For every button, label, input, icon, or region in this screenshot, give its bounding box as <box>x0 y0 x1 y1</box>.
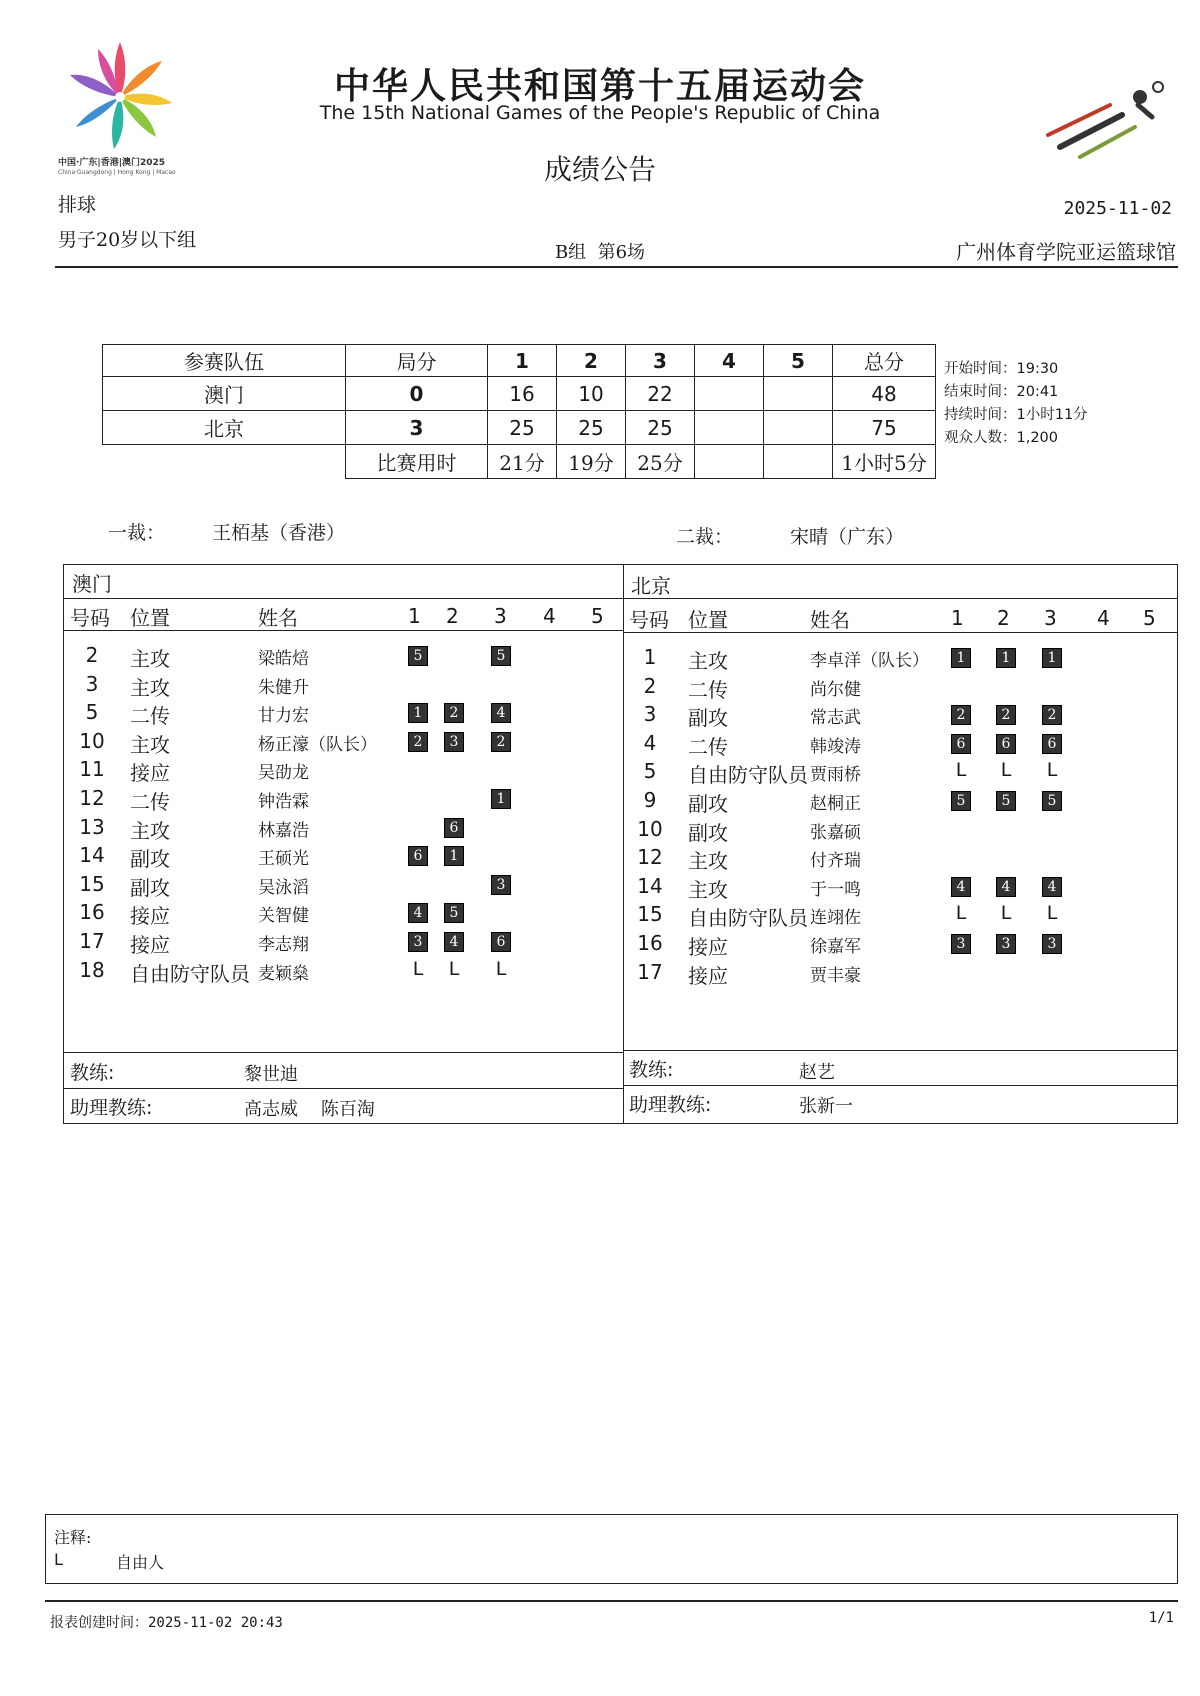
games-logo <box>58 35 198 185</box>
team-a-assistant-label: 助理教练: <box>70 1097 153 1119</box>
team-a-player-number: 10 <box>79 728 105 753</box>
team-a-libero-mark: L <box>412 957 424 980</box>
title-english: The 15th National Games of the People's Republic of China <box>319 102 881 124</box>
team-b-player-name: 于一鸣 <box>810 879 861 900</box>
team-b-starting-position-badge: 4 <box>951 877 971 897</box>
team-b-player-name: 尚尔健 <box>810 679 861 700</box>
notes-box <box>45 1514 1178 1584</box>
team-a-starting-position-badge: 2 <box>444 703 464 723</box>
results-notice-title: 成绩公告 <box>543 153 656 186</box>
team-a-head-num: 号码 <box>70 606 110 630</box>
team-b-player-position: 主攻 <box>688 877 728 902</box>
first-referee-label: 一裁： <box>108 522 166 544</box>
team-a-starting-position-badge: 1 <box>408 703 428 723</box>
header-divider <box>55 266 1178 268</box>
team-a-starting-position-badge: 5 <box>408 646 428 666</box>
team-b-coach-rule <box>623 1050 1178 1051</box>
team-b-player-position: 副攻 <box>688 706 728 731</box>
team-a-player-position: 二传 <box>130 704 170 729</box>
team-a-player-name: 朱健升 <box>258 677 309 698</box>
team-b-libero-mark: L <box>1046 759 1058 782</box>
team-b-starting-position-badge: 5 <box>1042 791 1062 811</box>
time-total: 1小时5分 <box>833 445 936 479</box>
team-a-starting-position-badge: 4 <box>408 903 428 923</box>
header-set-1: 1 <box>488 345 557 377</box>
team-a-starting-position-badge: 3 <box>444 732 464 752</box>
team-b-libero-mark: L <box>955 759 967 782</box>
score-row-team-b <box>103 411 936 445</box>
team-a-head-s4: 4 <box>543 604 556 628</box>
match-info <box>944 358 1088 450</box>
team-b-player-number: 12 <box>637 845 663 870</box>
team-b-player-number: 16 <box>637 931 663 955</box>
team-a-coach-label: 教练: <box>70 1062 115 1084</box>
team-b-libero-mark: L <box>1000 902 1012 925</box>
team-a-starting-position-badge: 4 <box>444 932 464 952</box>
attendance: 观众人数：1,200 <box>944 430 1059 446</box>
team-b-starting-position-badge: 5 <box>951 791 971 811</box>
team-a-assistant-rule <box>63 1088 623 1089</box>
team-a-head-s2: 2 <box>446 604 459 628</box>
team-b-head-rule <box>623 632 1178 633</box>
team-b-set-5 <box>764 411 833 445</box>
team-a-player-number: 17 <box>79 929 105 953</box>
logo-caption: 中国·广东|香港|澳门2025 <box>58 158 166 168</box>
team-b-player-name: 李卓洋（队长） <box>810 651 929 671</box>
team-b-assistant-label: 助理教练: <box>629 1094 712 1116</box>
title-chinese: 中华人民共和国第十五届运动会 <box>333 66 866 107</box>
team-a-starting-position-badge: 6 <box>408 846 428 866</box>
team-a-player-name: 钟浩霖 <box>258 792 309 812</box>
team-a-player-position: 二传 <box>130 790 170 814</box>
team-a-libero-mark: L <box>448 957 460 980</box>
team-a-player-name: 关智健 <box>258 906 309 927</box>
team-a-player-number: 18 <box>79 957 105 982</box>
team-b-sets: 3 <box>346 411 488 445</box>
report-created-time: 报表创建时间：2025-11-02 20:43 <box>50 1615 283 1631</box>
team-a-player-name: 吴劭龙 <box>258 763 309 784</box>
team-b-player-number: 15 <box>637 902 663 927</box>
team-b-player-name: 付齐瑞 <box>810 851 861 872</box>
team-b-coach-name: 赵艺 <box>799 1062 835 1083</box>
team-b-set-2: 25 <box>557 411 626 445</box>
team-b-player-number: 10 <box>637 816 663 841</box>
team-a-starting-position-badge: 5 <box>491 646 511 666</box>
team-a-head-s3: 3 <box>494 604 507 628</box>
end-time: 结束时间：20:41 <box>944 384 1059 400</box>
team-b-head-s2: 2 <box>997 606 1010 630</box>
team-b-player-name: 贾丰豪 <box>810 965 861 986</box>
team-a-starting-position-badge: 6 <box>491 932 511 952</box>
team-b-coach-label: 教练: <box>629 1059 674 1081</box>
team-b-player-position: 二传 <box>688 677 728 702</box>
venue: 广州体育学院亚运篮球馆 <box>956 240 1176 264</box>
team-a-player-name: 林嘉浩 <box>258 820 309 841</box>
team-a-head-pos: 位置 <box>130 606 170 630</box>
team-b-head-pos: 位置 <box>688 608 728 632</box>
team-b-set-1: 25 <box>488 411 557 445</box>
team-b-starting-position-badge: 3 <box>996 934 1016 954</box>
team-a-player-number: 2 <box>85 643 99 667</box>
team-a-player-number: 11 <box>79 757 105 782</box>
team-a-starting-position-badge: 2 <box>408 732 428 752</box>
team-b-roster-title: 北京 <box>631 574 671 598</box>
team-b-set-4 <box>695 411 764 445</box>
team-a-starting-position-badge: 3 <box>408 932 428 952</box>
header-sets: 局分 <box>346 345 488 377</box>
team-a-starting-position-badge: 1 <box>491 789 511 809</box>
team-b-starting-position-badge: 3 <box>951 934 971 954</box>
team-b-set-3: 25 <box>626 411 695 445</box>
team-b-player-name: 徐嘉军 <box>810 937 861 957</box>
team-b-starting-position-badge: 6 <box>951 734 971 754</box>
team-b-starting-position-badge: 2 <box>1042 705 1062 725</box>
second-referee-label: 二裁： <box>676 526 734 548</box>
first-referee-name: 王栢基（香港） <box>212 522 346 544</box>
team-a-player-position: 接应 <box>130 761 170 786</box>
team-a-player-position: 主攻 <box>130 647 170 671</box>
team-a-player-name: 麦颖燊 <box>258 963 309 984</box>
team-a-player-position: 副攻 <box>130 847 170 872</box>
footer-divider <box>45 1600 1178 1602</box>
team-b-player-number: 1 <box>643 645 657 669</box>
header-total: 总分 <box>833 345 936 377</box>
duration: 持续时间：1小时11分 <box>944 407 1088 423</box>
team-a-player-name: 甘力宏 <box>258 706 309 727</box>
header-set-4: 4 <box>695 345 764 377</box>
team-a-player-name: 吴泳滔 <box>258 877 309 898</box>
team-b-head-s1: 1 <box>951 606 964 630</box>
team-a-head-s5: 5 <box>591 604 604 628</box>
team-a-libero-mark: L <box>495 957 507 980</box>
team-b-libero-mark: L <box>1046 902 1058 925</box>
start-time: 开始时间：19:30 <box>944 361 1059 377</box>
team-b-starting-position-badge: 4 <box>996 877 1016 897</box>
match-time-label: 比赛用时 <box>346 445 488 479</box>
team-b-player-position: 副攻 <box>688 820 728 845</box>
team-a-player-name: 梁皓焙 <box>258 649 309 669</box>
team-a-player-name: 王硕光 <box>258 849 309 870</box>
team-a-title-rule <box>63 598 623 599</box>
team-b-starting-position-badge: 6 <box>996 734 1016 754</box>
team-b-starting-position-badge: 2 <box>996 705 1016 725</box>
volleyball-player-icon <box>1040 75 1170 165</box>
team-a-set-4 <box>695 377 764 411</box>
team-b-starting-position-badge: 3 <box>1042 934 1062 954</box>
team-b-starting-position-badge: 2 <box>951 705 971 725</box>
team-a-set-5 <box>764 377 833 411</box>
time-set-1: 21分 <box>488 445 557 479</box>
team-a-assistant-names: 高志威 陈百淘 <box>244 1099 375 1120</box>
team-b-assistant-names: 张新一 <box>799 1096 853 1117</box>
team-b-player-name: 常志武 <box>810 708 861 729</box>
score-header-row <box>103 345 936 377</box>
team-b-head-s5: 5 <box>1143 606 1156 630</box>
team-b-player-position: 自由防守队员 <box>688 763 808 788</box>
team-b-libero-mark: L <box>955 902 967 925</box>
notes-code: L <box>54 1550 63 1569</box>
team-a-total: 48 <box>833 377 936 411</box>
team-a-coach-name: 黎世迪 <box>244 1064 298 1085</box>
team-b-player-position: 副攻 <box>688 792 728 816</box>
team-a-roster-title: 澳门 <box>72 572 112 596</box>
page-number: 1/1 <box>1148 1610 1174 1626</box>
time-set-5 <box>764 445 833 479</box>
team-a-starting-position-badge: 2 <box>491 732 511 752</box>
team-a-sets: 0 <box>346 377 488 411</box>
team-b-head-s4: 4 <box>1097 606 1110 630</box>
sport-name: 排球 <box>58 194 97 216</box>
team-a-head-s1: 1 <box>408 604 421 628</box>
score-table <box>102 344 936 479</box>
team-b-starting-position-badge: 1 <box>996 648 1016 668</box>
team-a-name: 澳门 <box>103 377 346 411</box>
team-a-set-2: 10 <box>557 377 626 411</box>
header-set-2: 2 <box>557 345 626 377</box>
time-set-4 <box>695 445 764 479</box>
team-b-player-name: 连翊佐 <box>810 908 861 929</box>
team-b-player-name: 张嘉硕 <box>810 822 861 843</box>
rosters-divider <box>623 564 624 1124</box>
logo-subcaption: China·Guangdong | Hong Kong | Macao <box>58 169 176 176</box>
team-b-starting-position-badge: 1 <box>951 648 971 668</box>
second-referee-name: 宋晴（广东） <box>790 526 905 548</box>
team-b-player-number: 5 <box>643 759 657 784</box>
volleyball-pictogram <box>1040 75 1170 165</box>
team-a-starting-position-badge: 1 <box>444 846 464 866</box>
team-b-player-number: 4 <box>643 730 657 755</box>
header-set-3: 3 <box>626 345 695 377</box>
age-group: 男子20岁以下组 <box>58 229 197 251</box>
team-b-head-num: 号码 <box>629 608 669 632</box>
team-a-player-name: 杨正濠（队长） <box>258 734 377 755</box>
team-a-set-1: 16 <box>488 377 557 411</box>
team-b-player-number: 2 <box>643 673 657 698</box>
team-a-starting-position-badge: 3 <box>491 875 511 895</box>
team-b-player-number: 3 <box>643 702 657 727</box>
team-a-set-3: 22 <box>626 377 695 411</box>
team-a-player-position: 接应 <box>130 904 170 929</box>
team-b-head-s3: 3 <box>1044 606 1057 630</box>
team-a-player-position: 接应 <box>130 933 170 957</box>
team-a-starting-position-badge: 5 <box>444 903 464 923</box>
team-a-player-number: 14 <box>79 843 105 868</box>
team-b-player-name: 赵桐正 <box>810 794 861 814</box>
team-b-name: 北京 <box>103 411 346 445</box>
team-a-player-number: 5 <box>85 700 99 725</box>
match-date: 2025-11-02 <box>1063 198 1172 219</box>
team-b-starting-position-badge: 6 <box>1042 734 1062 754</box>
team-b-player-position: 主攻 <box>688 649 728 673</box>
team-b-player-number: 14 <box>637 873 663 898</box>
match-number: B组 第6场 <box>554 242 646 263</box>
team-a-coach-rule <box>63 1052 623 1053</box>
team-b-head-name: 姓名 <box>810 608 850 632</box>
team-a-player-name: 李志翔 <box>258 935 309 955</box>
team-b-player-position: 接应 <box>688 935 728 959</box>
team-a-player-number: 12 <box>79 786 105 810</box>
time-set-3: 25分 <box>626 445 695 479</box>
team-b-starting-position-badge: 5 <box>996 791 1016 811</box>
header-team: 参赛队伍 <box>103 345 346 377</box>
team-b-total: 75 <box>833 411 936 445</box>
notes-text: 自由人 <box>116 1553 165 1572</box>
team-b-player-name: 韩竣涛 <box>810 736 861 757</box>
team-a-starting-position-badge: 4 <box>491 703 511 723</box>
team-a-player-number: 16 <box>79 900 105 925</box>
team-b-title-rule <box>623 598 1178 599</box>
match-time-row <box>103 445 936 479</box>
header-set-5: 5 <box>764 345 833 377</box>
team-b-starting-position-badge: 1 <box>1042 648 1062 668</box>
team-a-player-number: 15 <box>79 871 105 896</box>
team-a-player-position: 主攻 <box>130 818 170 843</box>
team-a-player-number: 3 <box>85 671 99 696</box>
team-a-head-name: 姓名 <box>258 606 298 630</box>
team-a-player-position: 副攻 <box>130 875 170 900</box>
team-a-player-position: 自由防守队员 <box>130 961 250 986</box>
team-b-player-number: 17 <box>637 959 663 984</box>
score-row-team-a <box>103 377 936 411</box>
team-a-starting-position-badge: 6 <box>444 818 464 838</box>
team-b-assistant-rule <box>623 1085 1178 1086</box>
team-b-player-position: 接应 <box>688 963 728 988</box>
team-b-player-position: 自由防守队员 <box>688 906 808 931</box>
team-b-player-position: 二传 <box>688 734 728 759</box>
team-a-head-rule <box>63 630 623 631</box>
team-b-libero-mark: L <box>1000 759 1012 782</box>
notes-title: 注释: <box>54 1528 92 1547</box>
team-a-player-number: 13 <box>79 814 105 839</box>
team-b-starting-position-badge: 4 <box>1042 877 1062 897</box>
team-b-player-number: 9 <box>643 788 657 812</box>
team-a-player-position: 主攻 <box>130 732 170 757</box>
team-b-player-name: 贾雨桥 <box>810 765 861 786</box>
team-b-player-position: 主攻 <box>688 849 728 874</box>
time-set-2: 19分 <box>557 445 626 479</box>
team-a-player-position: 主攻 <box>130 675 170 700</box>
